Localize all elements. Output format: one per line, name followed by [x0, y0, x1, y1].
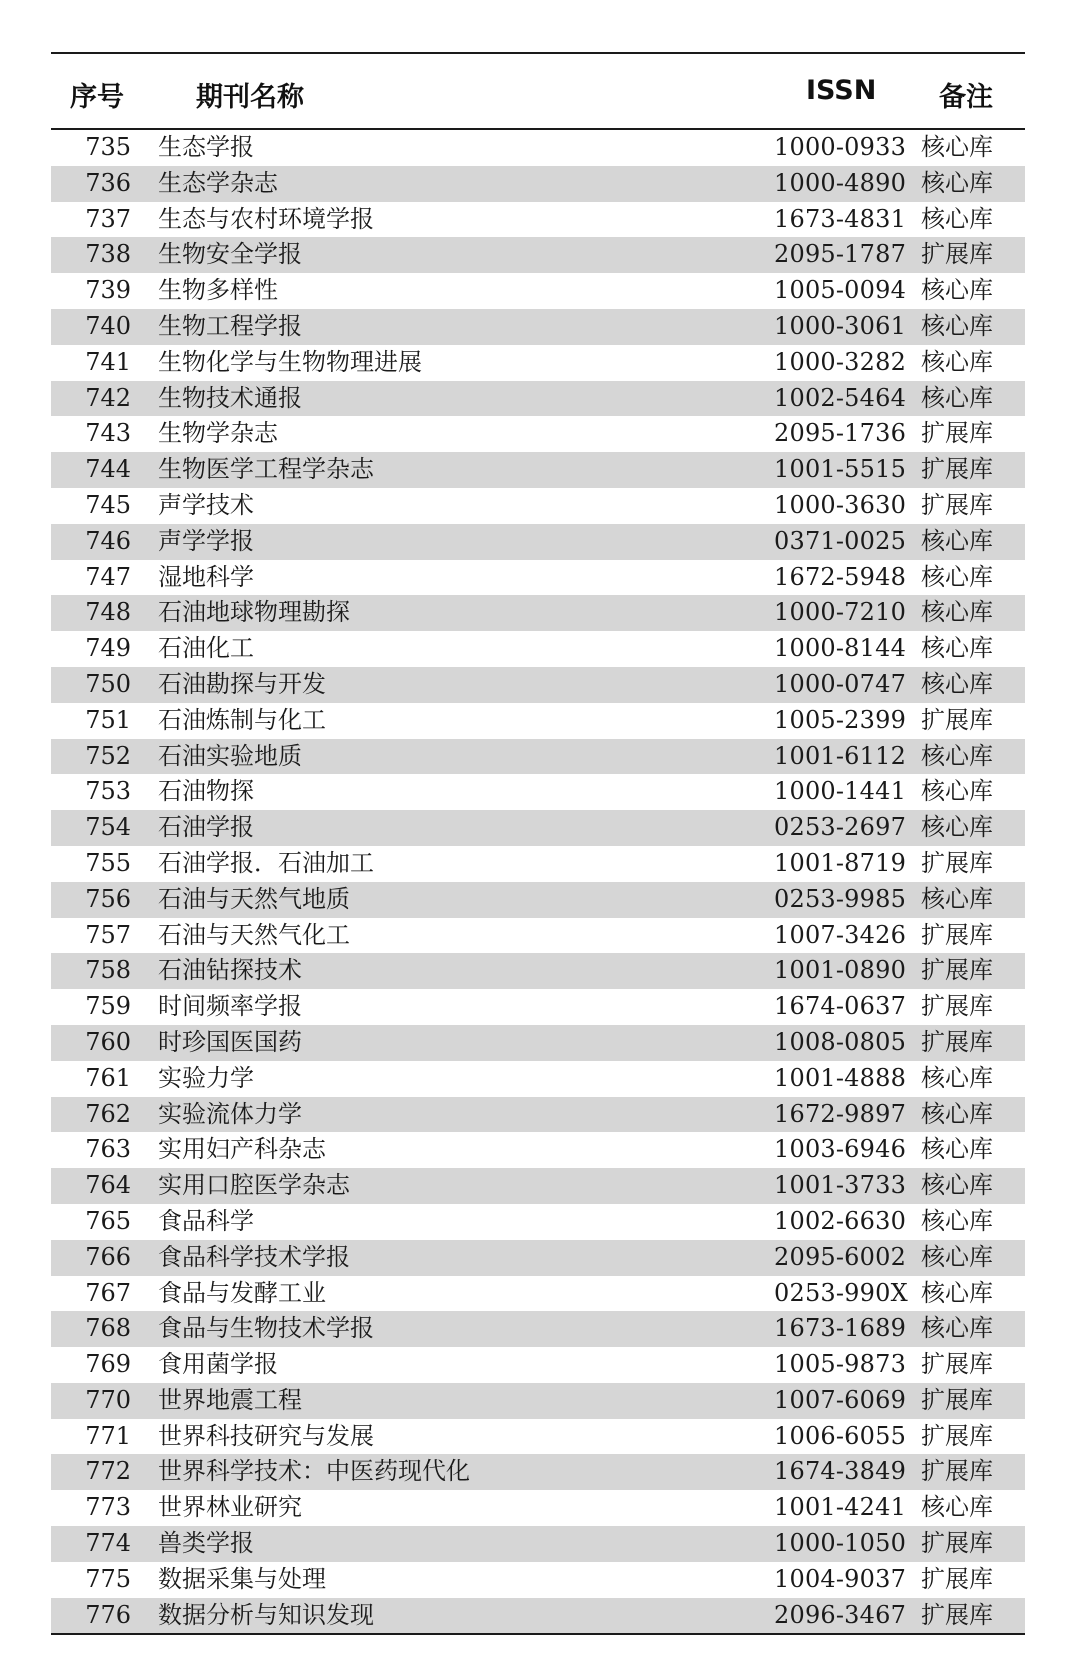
cell-journal-name: 石油地球物理勘探	[158, 598, 350, 627]
cell-remarks: 核心库	[921, 526, 993, 555]
cell-serial-number: 747	[85, 562, 131, 591]
table-row	[51, 345, 1025, 381]
cell-remarks: 扩展库	[921, 705, 993, 734]
cell-serial-number: 748	[85, 598, 131, 627]
cell-remarks: 扩展库	[921, 240, 993, 269]
cell-remarks: 核心库	[921, 1493, 993, 1522]
cell-journal-name: 生物安全学报	[158, 240, 302, 269]
table-row	[51, 202, 1025, 238]
cell-serial-number: 773	[85, 1493, 131, 1522]
cell-journal-name: 生物工程学报	[158, 311, 302, 340]
cell-issn: 1001-8719	[774, 848, 907, 877]
cell-issn: 1674-0637	[774, 992, 907, 1021]
table-row	[51, 810, 1025, 846]
header-serial-number: 序号	[70, 82, 124, 113]
cell-remarks: 核心库	[921, 168, 993, 197]
cell-remarks: 核心库	[921, 777, 993, 806]
cell-serial-number: 756	[85, 884, 131, 913]
table-row	[51, 1204, 1025, 1240]
cell-serial-number: 749	[85, 634, 131, 663]
cell-serial-number: 761	[85, 1063, 131, 1092]
cell-issn: 1673-4831	[774, 204, 907, 233]
table-row	[51, 703, 1025, 739]
cell-remarks: 扩展库	[921, 1564, 993, 1593]
cell-remarks: 核心库	[921, 741, 993, 770]
cell-serial-number: 764	[85, 1171, 131, 1200]
table-row	[51, 953, 1025, 989]
cell-issn: 1002-6630	[774, 1206, 907, 1235]
cell-issn: 1008-0805	[774, 1027, 907, 1056]
cell-serial-number: 754	[85, 813, 131, 842]
cell-journal-name: 生物医学工程学杂志	[158, 455, 374, 484]
cell-journal-name: 兽类学报	[158, 1529, 254, 1558]
table-row	[51, 560, 1025, 596]
cell-remarks: 核心库	[921, 1135, 993, 1164]
table-row	[51, 1132, 1025, 1168]
table-header	[51, 54, 1025, 128]
cell-serial-number: 746	[85, 526, 131, 555]
table-row	[51, 739, 1025, 775]
cell-remarks: 扩展库	[921, 1457, 993, 1486]
cell-issn: 0253-2697	[774, 813, 907, 842]
table-row	[51, 309, 1025, 345]
cell-journal-name: 实用口腔医学杂志	[158, 1171, 350, 1200]
cell-journal-name: 食品科学技术学报	[158, 1242, 350, 1271]
cell-remarks: 扩展库	[921, 1027, 993, 1056]
cell-remarks: 核心库	[921, 347, 993, 376]
table-row	[51, 1419, 1025, 1455]
table-row	[51, 989, 1025, 1025]
cell-remarks: 核心库	[921, 1099, 993, 1128]
cell-remarks: 核心库	[921, 884, 993, 913]
cell-issn: 1004-9037	[774, 1564, 907, 1593]
cell-journal-name: 世界科技研究与发展	[158, 1421, 374, 1450]
cell-serial-number: 767	[85, 1278, 131, 1307]
cell-serial-number: 745	[85, 490, 131, 519]
cell-serial-number: 740	[85, 311, 131, 340]
cell-journal-name: 石油学报．石油加工	[158, 848, 374, 877]
table-row	[51, 488, 1025, 524]
cell-journal-name: 时间频率学报	[158, 992, 302, 1021]
cell-issn: 1005-0094	[774, 276, 907, 305]
header-journal-name: 期刊名称	[196, 82, 304, 113]
cell-journal-name: 数据分析与知识发现	[158, 1600, 374, 1629]
cell-serial-number: 735	[85, 133, 131, 161]
cell-issn: 1001-5515	[774, 455, 907, 484]
cell-serial-number: 770	[85, 1385, 131, 1414]
table-row	[51, 416, 1025, 452]
cell-serial-number: 774	[85, 1529, 131, 1558]
cell-journal-name: 实用妇产科杂志	[158, 1135, 326, 1164]
cell-issn: 1000-3061	[774, 311, 907, 340]
table-row	[51, 524, 1025, 560]
cell-journal-name: 生态学报	[158, 133, 254, 161]
cell-remarks: 核心库	[921, 276, 993, 305]
table-row	[51, 667, 1025, 703]
cell-issn: 1000-0747	[774, 669, 907, 698]
cell-issn: 1672-9897	[774, 1099, 907, 1128]
header-issn: ISSN	[806, 75, 877, 106]
cell-serial-number: 753	[85, 777, 131, 806]
cell-issn: 1000-4890	[774, 168, 907, 197]
table-row	[51, 1240, 1025, 1276]
cell-issn: 1673-1689	[774, 1314, 907, 1343]
cell-serial-number: 738	[85, 240, 131, 269]
table-row	[51, 1526, 1025, 1562]
table-row	[51, 595, 1025, 631]
cell-remarks: 扩展库	[921, 1385, 993, 1414]
table-row	[51, 273, 1025, 309]
journal-table	[51, 52, 1025, 1635]
cell-journal-name: 湿地科学	[158, 562, 254, 591]
cell-journal-name: 食品与生物技术学报	[158, 1314, 374, 1343]
cell-issn: 1001-3733	[774, 1171, 907, 1200]
cell-remarks: 核心库	[921, 813, 993, 842]
cell-journal-name: 生物学杂志	[158, 419, 278, 448]
cell-journal-name: 食用菌学报	[158, 1350, 278, 1379]
cell-remarks: 核心库	[921, 383, 993, 412]
cell-serial-number: 762	[85, 1099, 131, 1128]
cell-remarks: 扩展库	[921, 848, 993, 877]
cell-journal-name: 世界地震工程	[158, 1385, 302, 1414]
cell-remarks: 核心库	[921, 1314, 993, 1343]
cell-issn: 1000-1441	[774, 777, 907, 806]
cell-issn: 1001-4888	[774, 1063, 907, 1092]
table-row	[51, 166, 1025, 202]
cell-journal-name: 生物技术通报	[158, 383, 302, 412]
table-row	[51, 918, 1025, 954]
cell-serial-number: 763	[85, 1135, 131, 1164]
cell-issn: 2095-1787	[774, 240, 907, 269]
cell-issn: 1007-3426	[774, 920, 907, 949]
cell-remarks: 扩展库	[921, 455, 993, 484]
cell-serial-number: 768	[85, 1314, 131, 1343]
table-row	[51, 1454, 1025, 1490]
table-row	[51, 1598, 1025, 1634]
cell-journal-name: 声学技术	[158, 490, 254, 519]
cell-serial-number: 742	[85, 383, 131, 412]
cell-serial-number: 752	[85, 741, 131, 770]
cell-journal-name: 食品与发酵工业	[158, 1278, 326, 1307]
cell-serial-number: 766	[85, 1242, 131, 1271]
cell-remarks: 扩展库	[921, 1529, 993, 1558]
cell-journal-name: 世界科学技术：中医药现代化	[158, 1457, 470, 1486]
cell-remarks: 核心库	[921, 204, 993, 233]
cell-journal-name: 数据采集与处理	[158, 1564, 326, 1593]
cell-journal-name: 实验流体力学	[158, 1099, 302, 1128]
cell-remarks: 核心库	[921, 1171, 993, 1200]
cell-remarks: 核心库	[921, 1278, 993, 1307]
cell-issn: 1001-6112	[774, 741, 907, 770]
table-row	[51, 1276, 1025, 1312]
cell-issn: 2095-6002	[774, 1242, 907, 1271]
cell-issn: 1674-3849	[774, 1457, 907, 1486]
cell-serial-number: 776	[85, 1600, 131, 1629]
cell-remarks: 核心库	[921, 1242, 993, 1271]
cell-serial-number: 769	[85, 1350, 131, 1379]
cell-remarks: 扩展库	[921, 956, 993, 985]
cell-issn: 1005-9873	[774, 1350, 907, 1379]
cell-issn: 0371-0025	[774, 526, 907, 555]
cell-journal-name: 生物化学与生物物理进展	[158, 347, 422, 376]
cell-remarks: 扩展库	[921, 992, 993, 1021]
table-row	[51, 237, 1025, 273]
table-row	[51, 1311, 1025, 1347]
cell-journal-name: 石油与天然气地质	[158, 884, 350, 913]
cell-journal-name: 实验力学	[158, 1063, 254, 1092]
cell-journal-name: 石油炼制与化工	[158, 705, 326, 734]
cell-issn: 1003-6946	[774, 1135, 907, 1164]
cell-serial-number: 765	[85, 1206, 131, 1235]
table-row	[51, 1168, 1025, 1204]
cell-remarks: 核心库	[921, 669, 993, 698]
cell-serial-number: 759	[85, 992, 131, 1021]
cell-issn: 1001-0890	[774, 956, 907, 985]
table-row	[51, 1061, 1025, 1097]
table-row	[51, 1562, 1025, 1598]
table-bottom-rule	[51, 1633, 1025, 1635]
cell-issn: 1000-0933	[774, 133, 907, 161]
table-row	[51, 1025, 1025, 1061]
table-row	[51, 1383, 1025, 1419]
cell-journal-name: 生态学杂志	[158, 168, 278, 197]
cell-journal-name: 石油物探	[158, 777, 254, 806]
cell-serial-number: 737	[85, 204, 131, 233]
cell-issn: 1001-4241	[774, 1493, 907, 1522]
cell-remarks: 扩展库	[921, 920, 993, 949]
cell-issn: 0253-9985	[774, 884, 907, 913]
header-remarks: 备注	[939, 82, 993, 113]
table-row	[51, 882, 1025, 918]
cell-remarks: 核心库	[921, 634, 993, 663]
cell-serial-number: 755	[85, 848, 131, 877]
cell-issn: 1000-7210	[774, 598, 907, 627]
cell-remarks: 扩展库	[921, 1600, 993, 1629]
cell-issn: 2095-1736	[774, 419, 907, 448]
cell-issn: 1002-5464	[774, 383, 907, 412]
cell-issn: 1005-2399	[774, 705, 907, 734]
cell-issn: 1000-8144	[774, 634, 907, 663]
cell-issn: 1000-3282	[774, 347, 907, 376]
cell-serial-number: 760	[85, 1027, 131, 1056]
cell-journal-name: 生态与农村环境学报	[158, 204, 374, 233]
cell-journal-name: 时珍国医国药	[158, 1027, 302, 1056]
cell-serial-number: 751	[85, 705, 131, 734]
cell-journal-name: 世界林业研究	[158, 1493, 302, 1522]
cell-journal-name: 声学学报	[158, 526, 254, 555]
cell-issn: 2096-3467	[774, 1600, 907, 1629]
table-row	[51, 1347, 1025, 1383]
cell-serial-number: 758	[85, 956, 131, 985]
cell-remarks: 扩展库	[921, 1421, 993, 1450]
table-row	[51, 130, 1025, 166]
table-row	[51, 381, 1025, 417]
cell-issn: 1000-1050	[774, 1529, 907, 1558]
cell-journal-name: 石油化工	[158, 634, 254, 663]
table-row	[51, 631, 1025, 667]
cell-remarks: 扩展库	[921, 490, 993, 519]
cell-serial-number: 750	[85, 669, 131, 698]
cell-journal-name: 石油勘探与开发	[158, 669, 326, 698]
cell-journal-name: 石油学报	[158, 813, 254, 842]
cell-serial-number: 736	[85, 168, 131, 197]
cell-remarks: 核心库	[921, 1206, 993, 1235]
cell-remarks: 核心库	[921, 598, 993, 627]
table-row	[51, 774, 1025, 810]
cell-journal-name: 石油与天然气化工	[158, 920, 350, 949]
cell-remarks: 核心库	[921, 1063, 993, 1092]
cell-journal-name: 生物多样性	[158, 276, 278, 305]
table-row	[51, 846, 1025, 882]
cell-remarks: 核心库	[921, 562, 993, 591]
table-row	[51, 1097, 1025, 1133]
cell-serial-number: 771	[85, 1421, 131, 1450]
cell-serial-number: 739	[85, 276, 131, 305]
cell-serial-number: 757	[85, 920, 131, 949]
cell-issn: 1000-3630	[774, 490, 907, 519]
table-body	[51, 130, 1025, 1633]
cell-serial-number: 743	[85, 419, 131, 448]
cell-remarks: 核心库	[921, 133, 993, 161]
cell-remarks: 扩展库	[921, 1350, 993, 1379]
cell-issn: 0253-990X	[774, 1278, 908, 1307]
table-row	[51, 452, 1025, 488]
cell-journal-name: 石油钻探技术	[158, 956, 302, 985]
cell-issn: 1672-5948	[774, 562, 907, 591]
cell-issn: 1007-6069	[774, 1385, 907, 1414]
cell-serial-number: 741	[85, 347, 131, 376]
cell-issn: 1006-6055	[774, 1421, 907, 1450]
cell-serial-number: 772	[85, 1457, 131, 1486]
cell-serial-number: 744	[85, 455, 131, 484]
table-row	[51, 1490, 1025, 1526]
cell-remarks: 核心库	[921, 311, 993, 340]
cell-serial-number: 775	[85, 1564, 131, 1593]
cell-journal-name: 石油实验地质	[158, 741, 302, 770]
cell-journal-name: 食品科学	[158, 1206, 254, 1235]
cell-remarks: 扩展库	[921, 419, 993, 448]
